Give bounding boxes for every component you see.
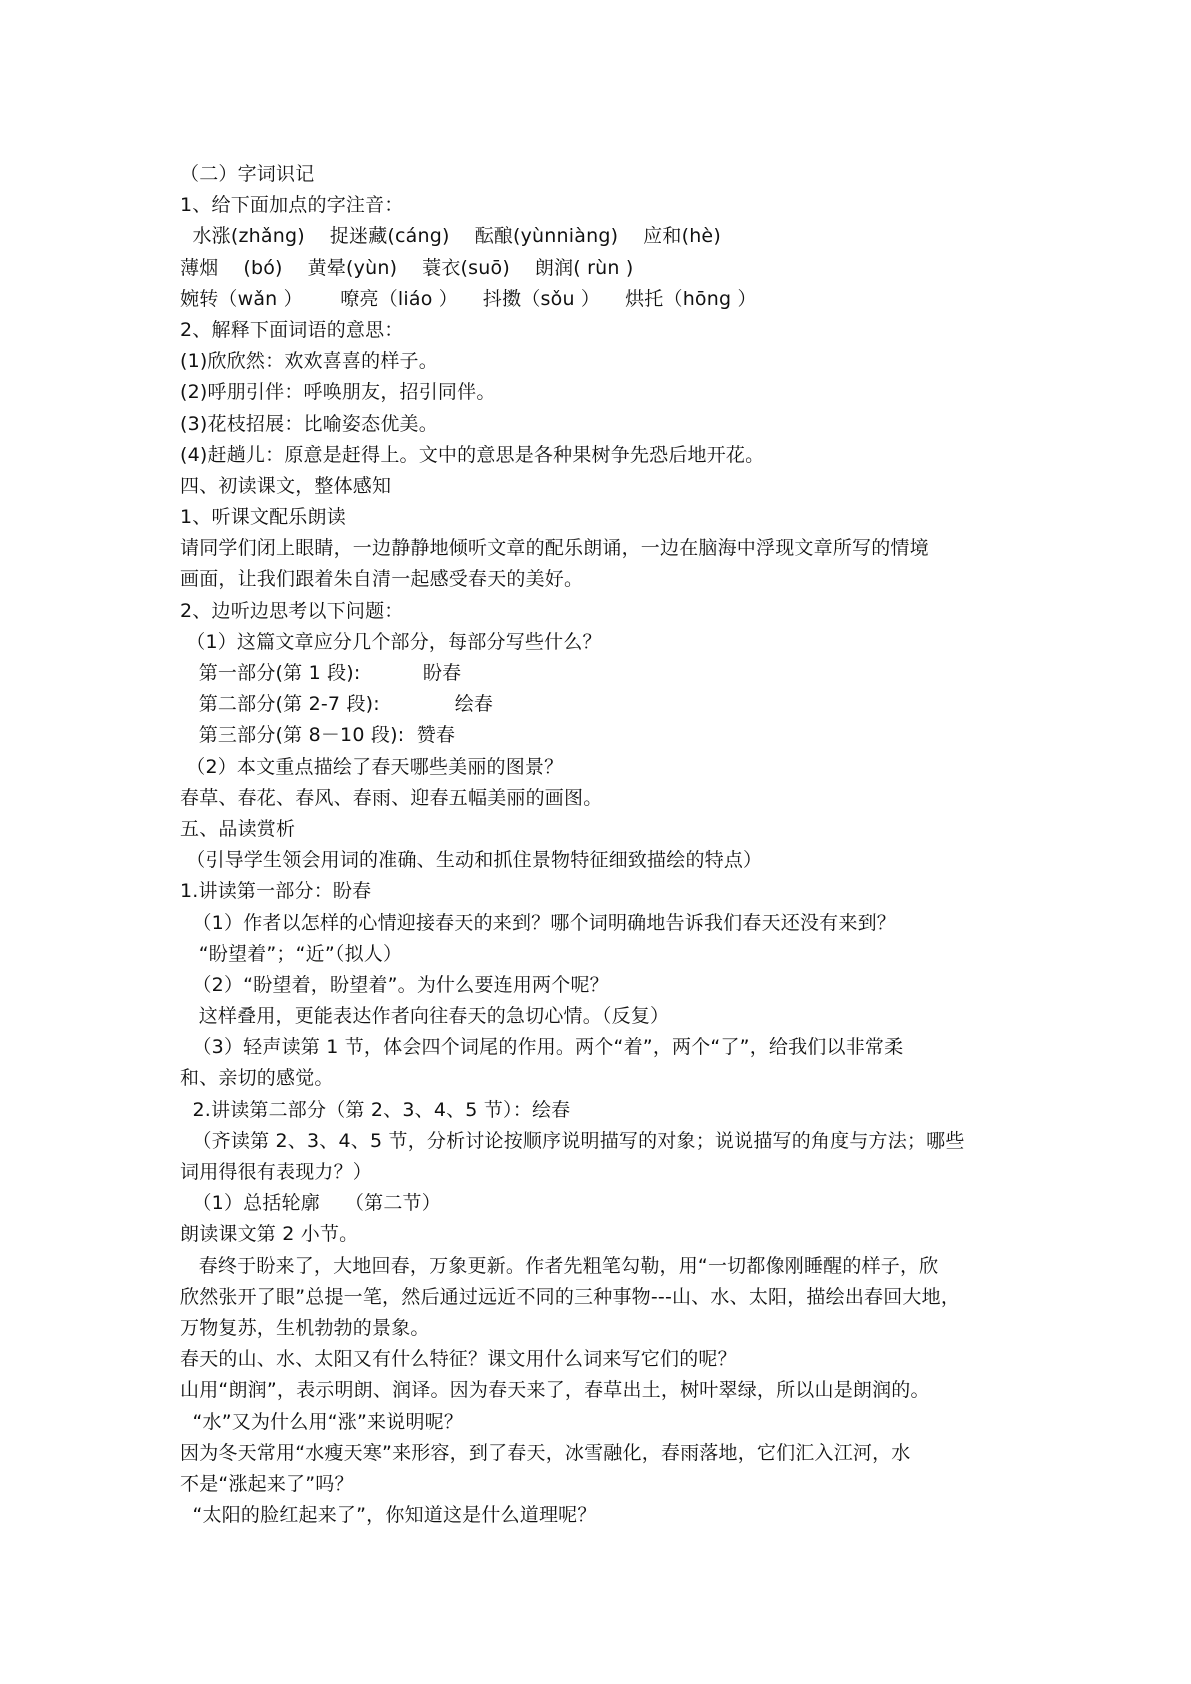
text-line: “太阳的脸红起来了”，你知道这是什么道理呢？ [180, 1504, 597, 1527]
text-line: 词用得很有表现力？） [180, 1161, 373, 1183]
text-line: “盼望着”；“近”（拟人） [180, 942, 403, 965]
text-line: 朗读课文第 2 小节。 [180, 1223, 359, 1246]
text-line: 画面，让我们跟着朱自清一起感受春天的美好。 [180, 568, 584, 591]
text-line: （1）作者以怎样的心情迎接春天的来到？哪个词明确地告诉我们春天还没有来到？ [180, 911, 896, 934]
text-line: 水涨(zhǎng) 捉迷藏(cáng) 酝酿(yùnniàng) 应和(hè) [180, 225, 721, 248]
text-line: 欣然张开了眼”总提一笔，然后通过远近不同的三种事物---山、水、太阳，描绘出春回大地， [180, 1285, 961, 1308]
text-line: 不是“涨起来了”吗？ [180, 1472, 354, 1495]
text-line: （2）“盼望着，盼望着”。为什么要连用两个呢？ [180, 973, 609, 996]
text-line: （引导学生领会用词的准确、生动和抓住景物特征细致描绘的特点） [180, 849, 763, 872]
text-line: 2.讲读第二部分（第 2、3、4、5 节）：绘春 [180, 1098, 571, 1121]
text-line: 2、边听边思考以下问题： [180, 599, 404, 622]
text-line: （1）这篇文章应分几个部分，每部分写些什么？ [180, 630, 602, 653]
text-line: 这样叠用，更能表达作者向往春天的急切心情。（反复） [180, 1005, 670, 1028]
text-line: 四、初读课文，整体感知 [180, 474, 392, 497]
text-line: 婉转（wǎn ） 嘹亮（liáo ） 抖擞（sǒu ） 烘托（hōng ） [180, 287, 757, 310]
text-line: 第三部分(第 8－10 段): 赞春 [180, 724, 456, 747]
text-line: (3)花枝招展：比喻姿态优美。 [180, 412, 438, 435]
text-line: 春草、春花、春风、春雨、迎春五幅美丽的画图。 [180, 786, 603, 809]
text-line: （3）轻声读第 1 节，体会四个词尾的作用。两个“着”，两个“了”，给我们以非常柔 [180, 1036, 904, 1059]
text-line: 1、给下面加点的字注音： [180, 194, 404, 217]
text-line: (4)赶趟儿：原意是赶得上。文中的意思是各种果树争先恐后地开花。 [180, 443, 765, 466]
text-line: 因为冬天常用“水瘦天寒”来形容，到了春天，冰雪融化，春雨落地，它们汇入江河，水 [180, 1441, 911, 1464]
text-line: 五、品读赏析 [180, 817, 296, 840]
text-line: 和、亲切的感觉。 [180, 1067, 334, 1090]
text-line: 第一部分(第 1 段): 盼春 [180, 662, 462, 684]
text-line: 春天的山、水、太阳又有什么特征？课文用什么词来写它们的呢？ [180, 1348, 737, 1371]
text-line: 万物复苏，生机勃勃的景象。 [180, 1316, 430, 1339]
text-line: 山用“朗润”，表示明朗、润译。因为春天来了，春草出土，树叶翠绿，所以山是朗润的。 [180, 1379, 930, 1402]
text-line: （1）总括轮廓 （第二节） [180, 1192, 441, 1215]
text-line: (1)欣欣然：欢欢喜喜的样子。 [180, 350, 438, 373]
text-line: 第二部分(第 2-7 段): 绘春 [180, 693, 494, 716]
text-line: （齐读第 2、3、4、5 节，分析讨论按顺序说明描写的对象；说说描写的角度与方法；哪些 [180, 1129, 965, 1152]
text-line: 2、解释下面词语的意思： [180, 318, 404, 341]
text-line: 请同学们闭上眼睛，一边静静地倾听文章的配乐朗诵，一边在脑海中浮现文章所写的情境 [180, 537, 929, 560]
text-line: 1.讲读第一部分：盼春 [180, 880, 372, 903]
text-line: 1、听课文配乐朗读 [180, 506, 346, 529]
text-line: 春终于盼来了，大地回春，万象更新。作者先粗笔勾勒，用“一切都像刚睡醒的样子，欣 [180, 1254, 939, 1277]
text-line: (2)呼朋引伴：呼唤朋友，招引同伴。 [180, 381, 496, 404]
text-line: 薄烟 (bó) 黄晕(yùn) 蓑衣(suō) 朗润( rùn ) [180, 256, 634, 279]
document-body [180, 159, 1030, 1531]
text-line: “水”又为什么用“涨”来说明呢？ [180, 1410, 464, 1433]
text-line: （2）本文重点描绘了春天哪些美丽的图景？ [180, 755, 564, 778]
text-line: （二）字词识记 [180, 163, 315, 185]
